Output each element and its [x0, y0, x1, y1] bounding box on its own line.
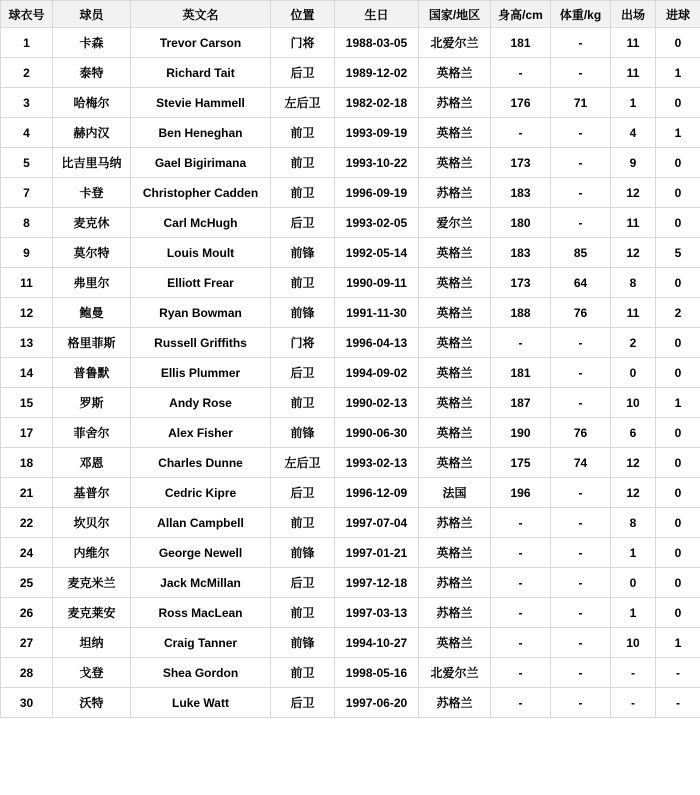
cell-english-name: Jack McMillan [131, 568, 271, 598]
cell-goals: 2 [656, 298, 700, 328]
column-header-shirt-number: 球衣号 [1, 1, 53, 28]
cell-appearances: - [611, 658, 656, 688]
cell-shirt-number: 5 [1, 148, 53, 178]
cell-birthday: 1990-06-30 [335, 418, 419, 448]
cell-shirt-number: 25 [1, 568, 53, 598]
cell-country: 英格兰 [419, 328, 491, 358]
table-row [1, 688, 700, 718]
table-row [1, 118, 700, 148]
cell-height: - [491, 328, 551, 358]
table-row [1, 208, 700, 238]
cell-goals: 0 [656, 148, 700, 178]
cell-height: 175 [491, 448, 551, 478]
cell-appearances: 12 [611, 448, 656, 478]
cell-position: 前卫 [271, 148, 335, 178]
cell-height: - [491, 538, 551, 568]
cell-appearances: 8 [611, 508, 656, 538]
cell-player-name: 戈登 [53, 658, 131, 688]
cell-birthday: 1996-04-13 [335, 328, 419, 358]
table-row [1, 418, 700, 448]
cell-height: 181 [491, 358, 551, 388]
cell-player-name: 莫尔特 [53, 238, 131, 268]
cell-english-name: Allan Campbell [131, 508, 271, 538]
cell-goals: 0 [656, 88, 700, 118]
table-body [1, 28, 700, 718]
cell-player-name: 鲍曼 [53, 298, 131, 328]
cell-goals: - [656, 688, 700, 718]
cell-appearances: 1 [611, 538, 656, 568]
cell-goals: 0 [656, 478, 700, 508]
cell-player-name: 基普尔 [53, 478, 131, 508]
cell-appearances: 1 [611, 598, 656, 628]
cell-player-name: 坦纳 [53, 628, 131, 658]
cell-country: 英格兰 [419, 298, 491, 328]
cell-position: 前锋 [271, 298, 335, 328]
cell-player-name: 弗里尔 [53, 268, 131, 298]
cell-player-name: 麦克休 [53, 208, 131, 238]
cell-birthday: 1993-10-22 [335, 148, 419, 178]
cell-player-name: 卡森 [53, 28, 131, 58]
cell-position: 前卫 [271, 388, 335, 418]
cell-weight: - [551, 328, 611, 358]
cell-weight: - [551, 598, 611, 628]
cell-player-name: 内维尔 [53, 538, 131, 568]
cell-position: 前锋 [271, 238, 335, 268]
table-row [1, 148, 700, 178]
cell-appearances: 12 [611, 238, 656, 268]
cell-position: 后卫 [271, 208, 335, 238]
column-header-goals: 进球 [656, 1, 700, 28]
cell-country: 英格兰 [419, 238, 491, 268]
cell-height: 196 [491, 478, 551, 508]
cell-position: 门将 [271, 328, 335, 358]
cell-player-name: 普鲁默 [53, 358, 131, 388]
cell-position: 后卫 [271, 358, 335, 388]
cell-appearances: 8 [611, 268, 656, 298]
cell-goals: 0 [656, 28, 700, 58]
cell-weight: 85 [551, 238, 611, 268]
cell-weight: - [551, 118, 611, 148]
cell-shirt-number: 9 [1, 238, 53, 268]
cell-english-name: Craig Tanner [131, 628, 271, 658]
cell-appearances: 12 [611, 178, 656, 208]
cell-appearances: - [611, 688, 656, 718]
column-header-appearances: 出场 [611, 1, 656, 28]
cell-player-name: 卡登 [53, 178, 131, 208]
cell-goals: 0 [656, 448, 700, 478]
cell-height: 180 [491, 208, 551, 238]
table-row [1, 598, 700, 628]
cell-weight: 64 [551, 268, 611, 298]
cell-player-name: 哈梅尔 [53, 88, 131, 118]
cell-birthday: 1989-12-02 [335, 58, 419, 88]
cell-height: - [491, 598, 551, 628]
cell-weight: - [551, 628, 611, 658]
table-row [1, 88, 700, 118]
cell-country: 法国 [419, 478, 491, 508]
cell-height: 183 [491, 178, 551, 208]
cell-weight: 76 [551, 418, 611, 448]
cell-country: 英格兰 [419, 538, 491, 568]
cell-position: 前锋 [271, 628, 335, 658]
cell-shirt-number: 22 [1, 508, 53, 538]
column-header-player: 球员 [53, 1, 131, 28]
cell-country: 英格兰 [419, 448, 491, 478]
table-row [1, 568, 700, 598]
cell-position: 后卫 [271, 688, 335, 718]
cell-shirt-number: 18 [1, 448, 53, 478]
cell-shirt-number: 14 [1, 358, 53, 388]
cell-birthday: 1997-06-20 [335, 688, 419, 718]
cell-english-name: Ellis Plummer [131, 358, 271, 388]
cell-english-name: Stevie Hammell [131, 88, 271, 118]
cell-position: 前卫 [271, 178, 335, 208]
cell-english-name: Cedric Kipre [131, 478, 271, 508]
cell-height: 181 [491, 28, 551, 58]
cell-shirt-number: 26 [1, 598, 53, 628]
cell-appearances: 2 [611, 328, 656, 358]
cell-goals: 0 [656, 508, 700, 538]
cell-goals: - [656, 658, 700, 688]
cell-weight: - [551, 28, 611, 58]
cell-height: 173 [491, 148, 551, 178]
cell-weight: - [551, 658, 611, 688]
cell-position: 左后卫 [271, 88, 335, 118]
cell-player-name: 沃特 [53, 688, 131, 718]
cell-height: - [491, 508, 551, 538]
cell-appearances: 11 [611, 28, 656, 58]
cell-birthday: 1997-12-18 [335, 568, 419, 598]
cell-shirt-number: 8 [1, 208, 53, 238]
cell-height: - [491, 628, 551, 658]
cell-birthday: 1998-05-16 [335, 658, 419, 688]
cell-shirt-number: 27 [1, 628, 53, 658]
cell-english-name: Charles Dunne [131, 448, 271, 478]
column-header-english-name: 英文名 [131, 1, 271, 28]
cell-position: 前卫 [271, 118, 335, 148]
cell-height: - [491, 688, 551, 718]
cell-birthday: 1990-02-13 [335, 388, 419, 418]
cell-english-name: Carl McHugh [131, 208, 271, 238]
cell-country: 英格兰 [419, 418, 491, 448]
cell-weight: 71 [551, 88, 611, 118]
cell-appearances: 9 [611, 148, 656, 178]
cell-country: 北爱尔兰 [419, 28, 491, 58]
cell-birthday: 1991-11-30 [335, 298, 419, 328]
table-row [1, 268, 700, 298]
cell-country: 苏格兰 [419, 568, 491, 598]
table-row [1, 628, 700, 658]
cell-weight: - [551, 688, 611, 718]
cell-english-name: Ross MacLean [131, 598, 271, 628]
cell-appearances: 0 [611, 358, 656, 388]
cell-english-name: Alex Fisher [131, 418, 271, 448]
cell-player-name: 麦克米兰 [53, 568, 131, 598]
cell-shirt-number: 7 [1, 178, 53, 208]
cell-player-name: 泰特 [53, 58, 131, 88]
cell-goals: 0 [656, 328, 700, 358]
table-row [1, 238, 700, 268]
table-row [1, 358, 700, 388]
cell-player-name: 格里菲斯 [53, 328, 131, 358]
cell-english-name: Richard Tait [131, 58, 271, 88]
cell-weight: - [551, 478, 611, 508]
cell-shirt-number: 17 [1, 418, 53, 448]
cell-player-name: 罗斯 [53, 388, 131, 418]
cell-height: 188 [491, 298, 551, 328]
cell-shirt-number: 15 [1, 388, 53, 418]
cell-shirt-number: 21 [1, 478, 53, 508]
cell-shirt-number: 1 [1, 28, 53, 58]
cell-english-name: George Newell [131, 538, 271, 568]
cell-position: 后卫 [271, 568, 335, 598]
cell-country: 苏格兰 [419, 598, 491, 628]
cell-position: 后卫 [271, 58, 335, 88]
cell-weight: - [551, 208, 611, 238]
cell-shirt-number: 4 [1, 118, 53, 148]
cell-appearances: 12 [611, 478, 656, 508]
table-row [1, 328, 700, 358]
cell-height: 187 [491, 388, 551, 418]
cell-shirt-number: 12 [1, 298, 53, 328]
cell-goals: 0 [656, 268, 700, 298]
cell-appearances: 6 [611, 418, 656, 448]
column-header-birthday: 生日 [335, 1, 419, 28]
cell-english-name: Louis Moult [131, 238, 271, 268]
table-row [1, 58, 700, 88]
cell-appearances: 10 [611, 628, 656, 658]
cell-position: 前卫 [271, 658, 335, 688]
table-header [1, 1, 700, 28]
cell-player-name: 坎贝尔 [53, 508, 131, 538]
cell-player-name: 菲舍尔 [53, 418, 131, 448]
cell-country: 苏格兰 [419, 508, 491, 538]
cell-birthday: 1992-05-14 [335, 238, 419, 268]
cell-weight: - [551, 568, 611, 598]
cell-birthday: 1997-01-21 [335, 538, 419, 568]
cell-height: 173 [491, 268, 551, 298]
cell-country: 爱尔兰 [419, 208, 491, 238]
cell-country: 英格兰 [419, 148, 491, 178]
cell-birthday: 1996-09-19 [335, 178, 419, 208]
cell-position: 前卫 [271, 598, 335, 628]
cell-english-name: Ben Heneghan [131, 118, 271, 148]
cell-position: 前卫 [271, 268, 335, 298]
cell-birthday: 1997-03-13 [335, 598, 419, 628]
cell-shirt-number: 13 [1, 328, 53, 358]
cell-height: 183 [491, 238, 551, 268]
cell-weight: - [551, 58, 611, 88]
cell-country: 英格兰 [419, 388, 491, 418]
cell-position: 门将 [271, 28, 335, 58]
cell-appearances: 4 [611, 118, 656, 148]
cell-country: 英格兰 [419, 268, 491, 298]
cell-english-name: Elliott Frear [131, 268, 271, 298]
cell-birthday: 1996-12-09 [335, 478, 419, 508]
table-row [1, 298, 700, 328]
cell-appearances: 11 [611, 208, 656, 238]
cell-player-name: 麦克莱安 [53, 598, 131, 628]
cell-appearances: 10 [611, 388, 656, 418]
cell-weight: 74 [551, 448, 611, 478]
cell-english-name: Gael Bigirimana [131, 148, 271, 178]
column-header-position: 位置 [271, 1, 335, 28]
cell-position: 前卫 [271, 508, 335, 538]
cell-weight: - [551, 508, 611, 538]
cell-country: 苏格兰 [419, 178, 491, 208]
cell-english-name: Andy Rose [131, 388, 271, 418]
cell-weight: - [551, 538, 611, 568]
cell-goals: 1 [656, 58, 700, 88]
cell-goals: 1 [656, 388, 700, 418]
cell-country: 英格兰 [419, 628, 491, 658]
cell-shirt-number: 28 [1, 658, 53, 688]
cell-country: 英格兰 [419, 358, 491, 388]
cell-english-name: Luke Watt [131, 688, 271, 718]
cell-country: 英格兰 [419, 58, 491, 88]
cell-birthday: 1994-10-27 [335, 628, 419, 658]
table-row [1, 538, 700, 568]
cell-goals: 0 [656, 538, 700, 568]
cell-player-name: 比吉里马纳 [53, 148, 131, 178]
table-row [1, 478, 700, 508]
cell-player-name: 邓恩 [53, 448, 131, 478]
cell-height: 176 [491, 88, 551, 118]
cell-appearances: 1 [611, 88, 656, 118]
cell-position: 后卫 [271, 478, 335, 508]
cell-height: - [491, 568, 551, 598]
cell-birthday: 1994-09-02 [335, 358, 419, 388]
table-row [1, 388, 700, 418]
cell-position: 左后卫 [271, 448, 335, 478]
cell-goals: 0 [656, 418, 700, 448]
cell-goals: 1 [656, 628, 700, 658]
table-header-row [1, 1, 700, 28]
cell-goals: 5 [656, 238, 700, 268]
cell-appearances: 11 [611, 298, 656, 328]
cell-birthday: 1990-09-11 [335, 268, 419, 298]
cell-height: - [491, 118, 551, 148]
cell-weight: - [551, 178, 611, 208]
table-row [1, 28, 700, 58]
cell-country: 苏格兰 [419, 88, 491, 118]
cell-appearances: 11 [611, 58, 656, 88]
cell-position: 前锋 [271, 538, 335, 568]
cell-shirt-number: 24 [1, 538, 53, 568]
cell-birthday: 1993-02-05 [335, 208, 419, 238]
cell-goals: 0 [656, 358, 700, 388]
cell-english-name: Shea Gordon [131, 658, 271, 688]
column-header-country: 国家/地区 [419, 1, 491, 28]
cell-weight: - [551, 388, 611, 418]
column-header-weight: 体重/kg [551, 1, 611, 28]
cell-english-name: Ryan Bowman [131, 298, 271, 328]
cell-height: - [491, 658, 551, 688]
cell-appearances: 0 [611, 568, 656, 598]
table-row [1, 508, 700, 538]
cell-english-name: Trevor Carson [131, 28, 271, 58]
cell-goals: 0 [656, 178, 700, 208]
cell-birthday: 1997-07-04 [335, 508, 419, 538]
column-header-height: 身高/cm [491, 1, 551, 28]
cell-shirt-number: 3 [1, 88, 53, 118]
cell-country: 苏格兰 [419, 688, 491, 718]
cell-birthday: 1993-09-19 [335, 118, 419, 148]
cell-weight: - [551, 358, 611, 388]
cell-shirt-number: 11 [1, 268, 53, 298]
cell-height: 190 [491, 418, 551, 448]
cell-birthday: 1993-02-13 [335, 448, 419, 478]
cell-position: 前锋 [271, 418, 335, 448]
cell-country: 英格兰 [419, 118, 491, 148]
cell-goals: 1 [656, 118, 700, 148]
cell-weight: 76 [551, 298, 611, 328]
cell-shirt-number: 30 [1, 688, 53, 718]
cell-birthday: 1988-03-05 [335, 28, 419, 58]
cell-country: 北爱尔兰 [419, 658, 491, 688]
cell-shirt-number: 2 [1, 58, 53, 88]
cell-player-name: 赫内汉 [53, 118, 131, 148]
table-row [1, 178, 700, 208]
table-row [1, 658, 700, 688]
cell-english-name: Russell Griffiths [131, 328, 271, 358]
cell-weight: - [551, 148, 611, 178]
cell-birthday: 1982-02-18 [335, 88, 419, 118]
cell-goals: 0 [656, 208, 700, 238]
table-row [1, 448, 700, 478]
cell-english-name: Christopher Cadden [131, 178, 271, 208]
cell-goals: 0 [656, 598, 700, 628]
cell-goals: 0 [656, 568, 700, 598]
cell-height: - [491, 58, 551, 88]
